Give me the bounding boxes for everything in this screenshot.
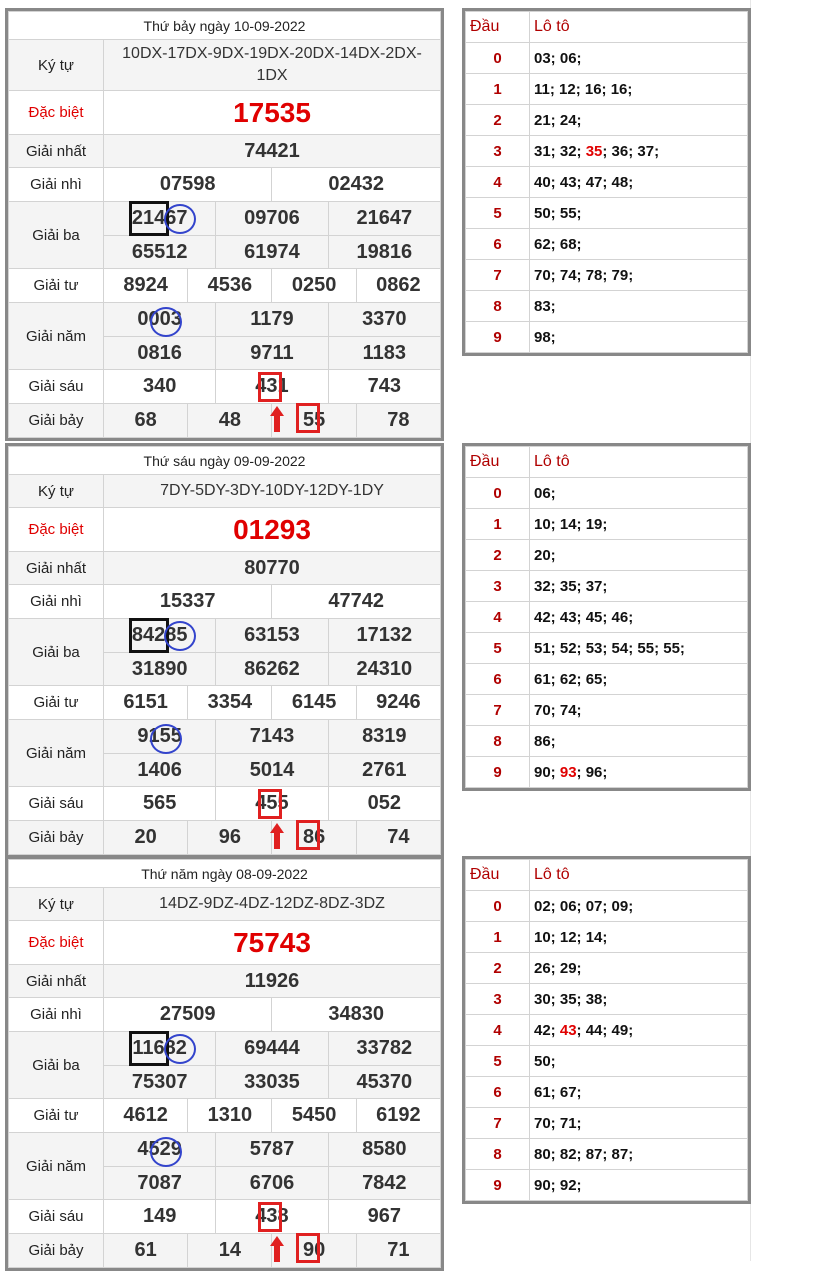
loto-row [466,167,748,198]
first-prize-value: 80770 [104,552,441,585]
loto-row [466,664,748,695]
fifth-prize-value: 9711 [216,337,328,370]
prize-label-giai-bay: Giải bảy [9,404,104,438]
loto-row [466,260,748,291]
prize-label-giai-nam: Giải năm [9,720,104,787]
seventh-prize-value: 48 [188,404,272,438]
fifth-prize-value: 3370 [328,303,440,337]
loto-values [530,478,748,509]
loto-row [466,571,748,602]
third-prize-value: 84285 [104,619,216,653]
fourth-prize-value: 6192 [356,1099,440,1133]
special-prize-value: 17535 [104,91,441,135]
fifth-prize-value: 8580 [328,1133,440,1167]
loto-values [530,291,748,322]
second-prize-value: 47742 [272,585,441,619]
loto-values [530,229,748,260]
loto-values [530,695,748,726]
loto-row [466,695,748,726]
loto-text: 32; 35; 37; [534,577,608,595]
loto-text: 11; 12; 16; 16; [534,80,633,98]
fourth-prize-value: 9246 [356,686,440,720]
loto-text: ; 96; [576,763,608,781]
dau-digit: 7 [466,1108,530,1139]
dau-digit: 6 [466,1077,530,1108]
loto-text: 51; 52; 53; 54; 55; 55; [534,639,685,657]
seventh-prize-value: 74 [356,821,440,855]
loto-row [466,922,748,953]
dau-digit: 0 [466,478,530,509]
loto-table-2 [462,856,751,1204]
loto-text: 42; [534,1021,560,1039]
third-prize-value: 19816 [328,236,440,269]
fifth-prize-value: 5014 [216,754,328,787]
loto-highlight: 93 [559,763,577,781]
fifth-prize-value: 8319 [328,720,440,754]
seventh-prize-value: 14 [188,1234,272,1268]
second-prize-value: 34830 [272,998,441,1032]
loto-text: 50; [534,1052,556,1070]
fifth-prize-value: 1179 [216,303,328,337]
sixth-prize-value: 052 [328,787,440,821]
dau-digit: 8 [466,1139,530,1170]
loto-values [530,322,748,353]
third-prize-value: 69444 [216,1032,328,1066]
loto-table-0 [462,8,751,356]
draw-date-title: Thứ sáu ngày 09-09-2022 [9,447,441,475]
loto-text: 90; [534,763,560,781]
loto-text: 26; 29; [534,959,582,977]
dau-digit: 1 [466,922,530,953]
loto-values [530,571,748,602]
loto-values [530,509,748,540]
loto-text: ; 36; 37; [602,142,660,160]
third-prize-value: 33035 [216,1066,328,1099]
lottery-code: 14DZ-9DZ-4DZ-12DZ-8DZ-3DZ [104,888,441,921]
dau-digit: 4 [466,167,530,198]
dau-digit: 9 [466,1170,530,1201]
fifth-prize-value: 4529 [104,1133,216,1167]
loto-text: 31; 32; [534,142,586,160]
loto-row [466,891,748,922]
fifth-prize-value: 5787 [216,1133,328,1167]
prize-label-giai-ba: Giải ba [9,619,104,686]
loto-text: 61; 67; [534,1083,582,1101]
fourth-prize-value: 4536 [188,269,272,303]
dau-digit: 0 [466,43,530,74]
sixth-prize-value: 438 [216,1200,328,1234]
prize-label-giai-ba: Giải ba [9,202,104,269]
loto-row [466,1046,748,1077]
fourth-prize-value: 4612 [104,1099,188,1133]
special-prize-value: 01293 [104,508,441,552]
fifth-prize-value: 7087 [104,1167,216,1200]
dau-digit: 3 [466,571,530,602]
dau-digit: 8 [466,291,530,322]
loto-text: 40; 43; 47; 48; [534,173,634,191]
loto-values [530,922,748,953]
dau-digit: 3 [466,984,530,1015]
loto-row [466,1015,748,1046]
fourth-prize-value: 8924 [104,269,188,303]
loto-header: Lô tô [530,12,748,43]
seventh-prize-value: 71 [356,1234,440,1268]
loto-values [530,1170,748,1201]
second-prize-value: 07598 [104,168,272,202]
second-prize-value: 27509 [104,998,272,1032]
loto-text: 42; 43; 45; 46; [534,608,634,626]
dau-digit: 5 [466,633,530,664]
loto-row [466,74,748,105]
loto-values [530,260,748,291]
loto-text: 80; 82; 87; 87; [534,1145,634,1163]
third-prize-value: 45370 [328,1066,440,1099]
fifth-prize-value: 6706 [216,1167,328,1200]
loto-values [530,633,748,664]
loto-values [530,167,748,198]
third-prize-value: 31890 [104,653,216,686]
loto-text: 62; 68; [534,235,582,253]
result-table-0 [5,8,444,441]
dau-digit: 8 [466,726,530,757]
loto-text: 86; [534,732,556,750]
dau-digit: 5 [466,198,530,229]
seventh-prize-value: 90 [272,1234,356,1268]
draw-date-title: Thứ bảy ngày 10-09-2022 [9,12,441,40]
seventh-prize-value: 68 [104,404,188,438]
result-table-2 [5,856,444,1271]
loto-values [530,1046,748,1077]
second-prize-value: 02432 [272,168,441,202]
loto-values [530,891,748,922]
third-prize-value: 61974 [216,236,328,269]
loto-row [466,478,748,509]
loto-row [466,953,748,984]
loto-text: 21; 24; [534,111,582,129]
loto-text: 02; 06; 07; 09; [534,897,634,915]
seventh-prize-value: 61 [104,1234,188,1268]
dau-digit: 6 [466,229,530,260]
dau-digit: 6 [466,664,530,695]
loto-values [530,1015,748,1046]
loto-values [530,953,748,984]
prize-label-giai-nam: Giải năm [9,1133,104,1200]
prize-label-giai-bay: Giải bảy [9,1234,104,1268]
third-prize-value: 09706 [216,202,328,236]
loto-row [466,757,748,788]
loto-text: 20; [534,546,556,564]
third-prize-value: 33782 [328,1032,440,1066]
result-table-1 [5,443,444,858]
loto-values [530,602,748,633]
loto-row [466,43,748,74]
second-prize-value: 15337 [104,585,272,619]
loto-values [530,136,748,167]
loto-row [466,291,748,322]
sixth-prize-value: 967 [328,1200,440,1234]
prize-label-giai-nhat: Giải nhất [9,965,104,998]
seventh-prize-value: 86 [272,821,356,855]
prize-label-giai-nam: Giải năm [9,303,104,370]
loto-header: Lô tô [530,447,748,478]
third-prize-value: 86262 [216,653,328,686]
third-prize-value: 21467 [104,202,216,236]
loto-text: 90; 92; [534,1176,582,1194]
seventh-prize-value: 55 [272,404,356,438]
dau-digit: 1 [466,74,530,105]
dau-digit: 4 [466,1015,530,1046]
fifth-prize-value: 2761 [328,754,440,787]
loto-values [530,1108,748,1139]
loto-text: 10; 14; 19; [534,515,608,533]
fifth-prize-value: 1183 [328,337,440,370]
loto-text: 50; 55; [534,204,582,222]
lottery-code: 10DX-17DX-9DX-19DX-20DX-14DX-2DX-1DX [104,40,441,91]
loto-text: 06; [534,484,556,502]
dau-digit: 4 [466,602,530,633]
seventh-prize-value: 78 [356,404,440,438]
prize-label-giai-nhat: Giải nhất [9,135,104,168]
loto-row [466,322,748,353]
loto-values [530,43,748,74]
third-prize-value: 63153 [216,619,328,653]
loto-values [530,198,748,229]
loto-values [530,540,748,571]
prize-label-ky-tu: Ký tự [9,475,104,508]
third-prize-value: 21647 [328,202,440,236]
loto-row [466,984,748,1015]
dau-digit: 0 [466,891,530,922]
prize-label-giai-nhi: Giải nhì [9,998,104,1032]
loto-row [466,726,748,757]
fourth-prize-value: 3354 [188,686,272,720]
third-prize-value: 11682 [104,1032,216,1066]
prize-label-giai-ba: Giải ba [9,1032,104,1099]
loto-row [466,1077,748,1108]
loto-row [466,105,748,136]
loto-values [530,74,748,105]
sixth-prize-value: 431 [216,370,328,404]
first-prize-value: 11926 [104,965,441,998]
loto-values [530,757,748,788]
seventh-prize-value: 96 [188,821,272,855]
prize-label-giai-bay: Giải bảy [9,821,104,855]
loto-text: 98; [534,328,556,346]
fifth-prize-value: 1406 [104,754,216,787]
loto-values [530,726,748,757]
dau-digit: 9 [466,322,530,353]
prize-label-giai-tu: Giải tư [9,1099,104,1133]
loto-header: Lô tô [530,860,748,891]
loto-row [466,602,748,633]
loto-text: ; 44; 49; [576,1021,634,1039]
special-prize-value: 75743 [104,921,441,965]
loto-row [466,633,748,664]
prize-label-giai-nhat: Giải nhất [9,552,104,585]
dau-digit: 7 [466,695,530,726]
loto-text: 10; 12; 14; [534,928,608,946]
loto-text: 83; [534,297,556,315]
dau-digit: 5 [466,1046,530,1077]
sixth-prize-value: 565 [104,787,216,821]
dau-digit: 7 [466,260,530,291]
sixth-prize-value: 340 [104,370,216,404]
third-prize-value: 65512 [104,236,216,269]
first-prize-value: 74421 [104,135,441,168]
loto-highlight: 35 [585,142,603,160]
sixth-prize-value: 455 [216,787,328,821]
draw-date-title: Thứ năm ngày 08-09-2022 [9,860,441,888]
loto-row [466,136,748,167]
prize-label-giai-sau: Giải sáu [9,370,104,404]
loto-row [466,198,748,229]
prize-label-giai-sau: Giải sáu [9,1200,104,1234]
fourth-prize-value: 5450 [272,1099,356,1133]
third-prize-value: 24310 [328,653,440,686]
loto-text: 61; 62; 65; [534,670,608,688]
fourth-prize-value: 0862 [356,269,440,303]
third-prize-value: 75307 [104,1066,216,1099]
loto-text: 03; 06; [534,49,582,67]
loto-table-1 [462,443,751,791]
fourth-prize-value: 6151 [104,686,188,720]
dau-digit: 3 [466,136,530,167]
loto-row [466,1170,748,1201]
loto-text: 30; 35; 38; [534,990,608,1008]
prize-label-ky-tu: Ký tự [9,888,104,921]
fifth-prize-value: 0816 [104,337,216,370]
fifth-prize-value: 9155 [104,720,216,754]
prize-label-giai-nhi: Giải nhì [9,168,104,202]
loto-row [466,540,748,571]
fourth-prize-value: 6145 [272,686,356,720]
sixth-prize-value: 149 [104,1200,216,1234]
loto-values [530,1139,748,1170]
dau-digit: 2 [466,105,530,136]
loto-row [466,1139,748,1170]
loto-row [466,509,748,540]
loto-values [530,664,748,695]
seventh-prize-value: 20 [104,821,188,855]
fifth-prize-value: 7143 [216,720,328,754]
loto-values [530,1077,748,1108]
third-prize-value: 17132 [328,619,440,653]
loto-highlight: 43 [559,1021,577,1039]
dau-header: Đầu [466,12,530,43]
loto-text: 70; 74; [534,701,582,719]
dau-header: Đầu [466,447,530,478]
prize-label-giai-tu: Giải tư [9,269,104,303]
dau-digit: 9 [466,757,530,788]
dau-digit: 1 [466,509,530,540]
dau-digit: 2 [466,540,530,571]
fourth-prize-value: 0250 [272,269,356,303]
fifth-prize-value: 7842 [328,1167,440,1200]
loto-values [530,105,748,136]
sixth-prize-value: 743 [328,370,440,404]
loto-text: 70; 74; 78; 79; [534,266,634,284]
prize-label-dac-biet: Đặc biệt [9,921,104,965]
prize-label-dac-biet: Đặc biệt [9,508,104,552]
loto-row [466,229,748,260]
prize-label-dac-biet: Đặc biệt [9,91,104,135]
dau-digit: 2 [466,953,530,984]
prize-label-giai-tu: Giải tư [9,686,104,720]
prize-label-giai-sau: Giải sáu [9,787,104,821]
loto-row [466,1108,748,1139]
prize-label-giai-nhi: Giải nhì [9,585,104,619]
lottery-code: 7DY-5DY-3DY-10DY-12DY-1DY [104,475,441,508]
prize-label-ky-tu: Ký tự [9,40,104,91]
loto-values [530,984,748,1015]
dau-header: Đầu [466,860,530,891]
fourth-prize-value: 1310 [188,1099,272,1133]
fifth-prize-value: 0003 [104,303,216,337]
loto-text: 70; 71; [534,1114,582,1132]
